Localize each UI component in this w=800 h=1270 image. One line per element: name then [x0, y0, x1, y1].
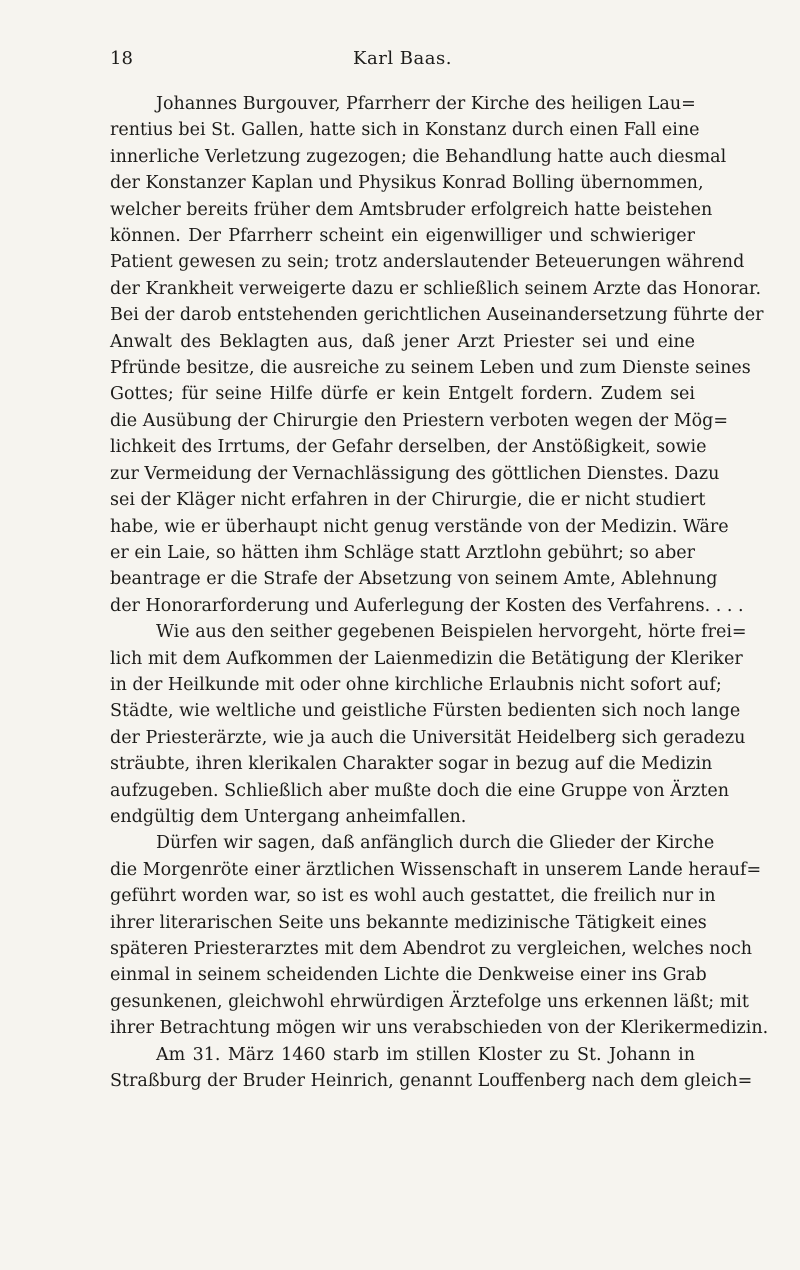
text-line: sei der Kläger nicht erfahren in der Chirurgie, die er nicht studiert: [110, 490, 706, 511]
text-line: der Konstanzer Kaplan und Physikus Konrad Bolling übernommen,: [110, 173, 704, 194]
text-line: Bei der darob entstehenden gerichtlichen Auseinandersetzung führte der: [110, 305, 764, 326]
text-line: beantrage er die Strafe der Absetzung von seinem Amte, Ablehnung: [110, 569, 718, 590]
text-line: der Honorarforderung und Auferlegung der Kosten des Verfahrens. . . .: [110, 595, 744, 616]
text-line: habe, wie er überhaupt nicht genug verstände von der Medizin. Wäre: [110, 516, 729, 537]
text-line: können. Der Pfarrherr scheint ein eigenwilliger und schwieriger: [110, 226, 695, 247]
text-line: zur Vermeidung der Vernachlässigung des göttlichen Dienstes. Dazu: [110, 463, 720, 484]
paragraph: [110, 619, 747, 830]
text-line: gesunkenen, gleichwohl ehrwürdigen Ärztefolge uns erkennen läßt; mit: [110, 991, 749, 1012]
text-line: rentius bei St. Gallen, hatte sich in Konstanz durch einen Fall eine: [110, 120, 700, 141]
text-line: aufzugeben. Schließlich aber mußte doch die eine Gruppe von Ärzten: [110, 780, 730, 801]
text-line: späteren Priesterarztes mit dem Abendrot zu vergleichen, welches noch: [110, 939, 753, 959]
body-text: [110, 91, 769, 1094]
paragraph: [110, 91, 764, 619]
text-line: lichkeit des Irrtums, der Gefahr derselben, der Anstößigkeit, sowie: [110, 437, 707, 458]
text-line: er ein Laie, so hätten ihm Schläge statt Arztlohn gebührt; so aber: [110, 542, 695, 563]
text-line: einmal in seinem scheidenden Lichte die Denkweise einer ins Grab: [110, 965, 707, 986]
text-line: welcher bereits früher dem Amtsbruder erfolgreich hatte beistehen: [110, 199, 713, 220]
text-line: Patient gewesen zu sein; trotz anderslautender Beteuerungen während: [110, 252, 745, 273]
text-line: Städte, wie weltliche und geistliche Fürsten bedienten sich noch lange: [110, 701, 741, 722]
text-line: Anwalt des Beklagten aus, daß jener Arzt Priester sei und eine: [110, 331, 695, 352]
text-line: Gottes; für seine Hilfe dürfe er kein Entgelt fordern. Zudem sei: [110, 384, 695, 405]
text-line: lich mit dem Aufkommen der Laienmedizin die Betätigung der Kleriker: [110, 648, 743, 669]
text-line: in der Heilkunde mit oder ohne kirchliche Erlaubnis nicht sofort auf;: [110, 674, 722, 695]
text-line: die Ausübung der Chirurgie den Priestern verboten wegen der Mög=: [110, 410, 729, 431]
text-line: der Priesterärzte, wie ja auch die Universität Heidelberg sich geradezu: [110, 727, 746, 748]
page-number: 18: [110, 48, 133, 69]
text-line: ihrer literarischen Seite uns bekannte medizinische Tätigkeit eines: [110, 912, 707, 933]
text-line: Pfründe besitze, die ausreiche zu seinem Leben und zum Dienste seines: [110, 358, 751, 379]
text-line: sträubte, ihren klerikalen Charakter sogar in bezug auf die Medizin: [110, 754, 713, 775]
paragraph: [110, 1042, 753, 1095]
text-line: der Krankheit verweigerte dazu er schließlich seinem Arzte das Honorar.: [110, 278, 762, 299]
text-line: innerliche Verletzung zugezogen; die Behandlung hatte auch diesmal: [110, 146, 727, 167]
text-line: Wie aus den seither gegebenen Beispielen hervorgeht, hörte frei=: [156, 622, 747, 643]
text-line: Straßburg der Bruder Heinrich, genannt Louffenberg nach dem gleich=: [110, 1071, 753, 1092]
text-line: endgültig dem Untergang anheimfallen.: [110, 806, 467, 827]
running-head: Karl Baas.: [353, 48, 452, 69]
text-line: Johannes Burgouver, Pfarrherr der Kirche des heiligen Lau=: [156, 94, 696, 114]
text-line: die Morgenröte einer ärztlichen Wissenschaft in unserem Lande herauf=: [110, 859, 762, 880]
text-line: ihrer Betrachtung mögen wir uns verabschieden von der Klerikermedizin.: [110, 1018, 769, 1039]
text-line: Dürfen wir sagen, daß anfänglich durch die Glieder der Kirche: [156, 833, 715, 854]
text-line: geführt worden war, so ist es wohl auch gestattet, die freilich nur in: [110, 886, 716, 907]
page-header: [110, 48, 695, 76]
text-line: Am 31. März 1460 starb im stillen Kloster zu St. Johann in: [156, 1044, 695, 1065]
paragraph: [110, 830, 769, 1041]
